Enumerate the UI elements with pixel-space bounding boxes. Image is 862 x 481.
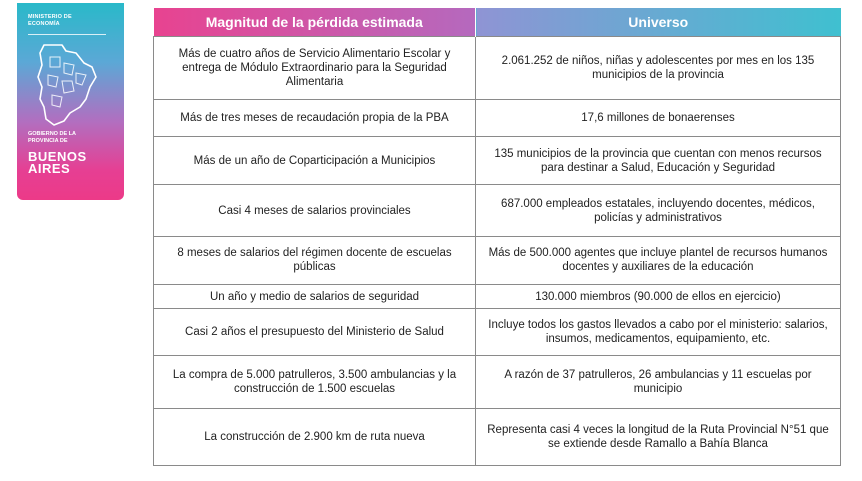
ministry-logo xyxy=(17,3,124,200)
table-row xyxy=(154,408,841,465)
magnitude-cell: Más de tres meses de recaudación propia de la PBA xyxy=(154,100,476,137)
universe-cell: 17,6 millones de bonaerenses xyxy=(476,100,841,137)
table-header-row xyxy=(154,8,841,37)
ministry-line-2: ECONOMÍA xyxy=(28,21,60,27)
table-row xyxy=(154,356,841,408)
table-row xyxy=(154,185,841,236)
universe-cell: Más de 500.000 agentes que incluye plantel de recursos humanos docentes y auxiliares de la educación xyxy=(476,236,841,284)
table-row xyxy=(154,37,841,100)
table-row xyxy=(154,100,841,137)
universe-cell: Representa casi 4 veces la longitud de la Ruta Provincial N°51 que se extiende desde Ramallo a Bahía Blanca xyxy=(476,408,841,465)
ministry-label xyxy=(28,14,72,28)
header-universe: Universo xyxy=(476,8,841,37)
government-line-1: GOBIERNO DE LA xyxy=(28,131,76,137)
government-line-2: PROVINCIA DE xyxy=(28,138,68,144)
magnitude-cell: Más de un año de Coparticipación a Municipios xyxy=(154,137,476,185)
universe-cell: A razón de 37 patrulleros, 26 ambulancias y 11 escuelas por municipio xyxy=(476,356,841,408)
brand-line-1: BUENOS xyxy=(28,149,87,164)
universe-cell: Incluye todos los gastos llevados a cabo por el ministerio: salarios, insumos, medicamentos, equipamiento, etc. xyxy=(476,309,841,356)
table-row xyxy=(154,284,841,309)
province-map-icon xyxy=(36,43,98,127)
ministry-line-1: MINISTERIO DE xyxy=(28,14,72,20)
header-magnitude: Magnitud de la pérdida estimada xyxy=(154,8,476,37)
magnitude-cell: La compra de 5.000 patrulleros, 3.500 ambulancias y la construcción de 1.500 escuelas xyxy=(154,356,476,408)
universe-cell: 687.000 empleados estatales, incluyendo docentes, médicos, policías y administrativos xyxy=(476,185,841,236)
brand-line-2: AIRES xyxy=(28,161,71,176)
government-label xyxy=(28,131,76,145)
magnitude-cell: Un año y medio de salarios de seguridad xyxy=(154,284,476,309)
table-row xyxy=(154,309,841,356)
logo-divider xyxy=(28,34,106,35)
universe-cell: 130.000 miembros (90.000 de ellos en ejercicio) xyxy=(476,284,841,309)
table-row xyxy=(154,137,841,185)
magnitude-cell: 8 meses de salarios del régimen docente de escuelas públicas xyxy=(154,236,476,284)
universe-cell: 135 municipios de la provincia que cuentan con menos recursos para destinar a Salud, Educación y Seguridad xyxy=(476,137,841,185)
magnitude-cell: Casi 4 meses de salarios provinciales xyxy=(154,185,476,236)
magnitude-cell: La construcción de 2.900 km de ruta nueva xyxy=(154,408,476,465)
table-row xyxy=(154,236,841,284)
brand-label xyxy=(28,151,87,175)
magnitude-cell: Más de cuatro años de Servicio Alimentario Escolar y entrega de Módulo Extraordinario para la Seguridad Alimentaria xyxy=(154,37,476,100)
universe-cell: 2.061.252 de niños, niñas y adolescentes por mes en los 135 municipios de la provincia xyxy=(476,37,841,100)
loss-magnitude-table xyxy=(153,8,841,466)
magnitude-cell: Casi 2 años el presupuesto del Ministerio de Salud xyxy=(154,309,476,356)
